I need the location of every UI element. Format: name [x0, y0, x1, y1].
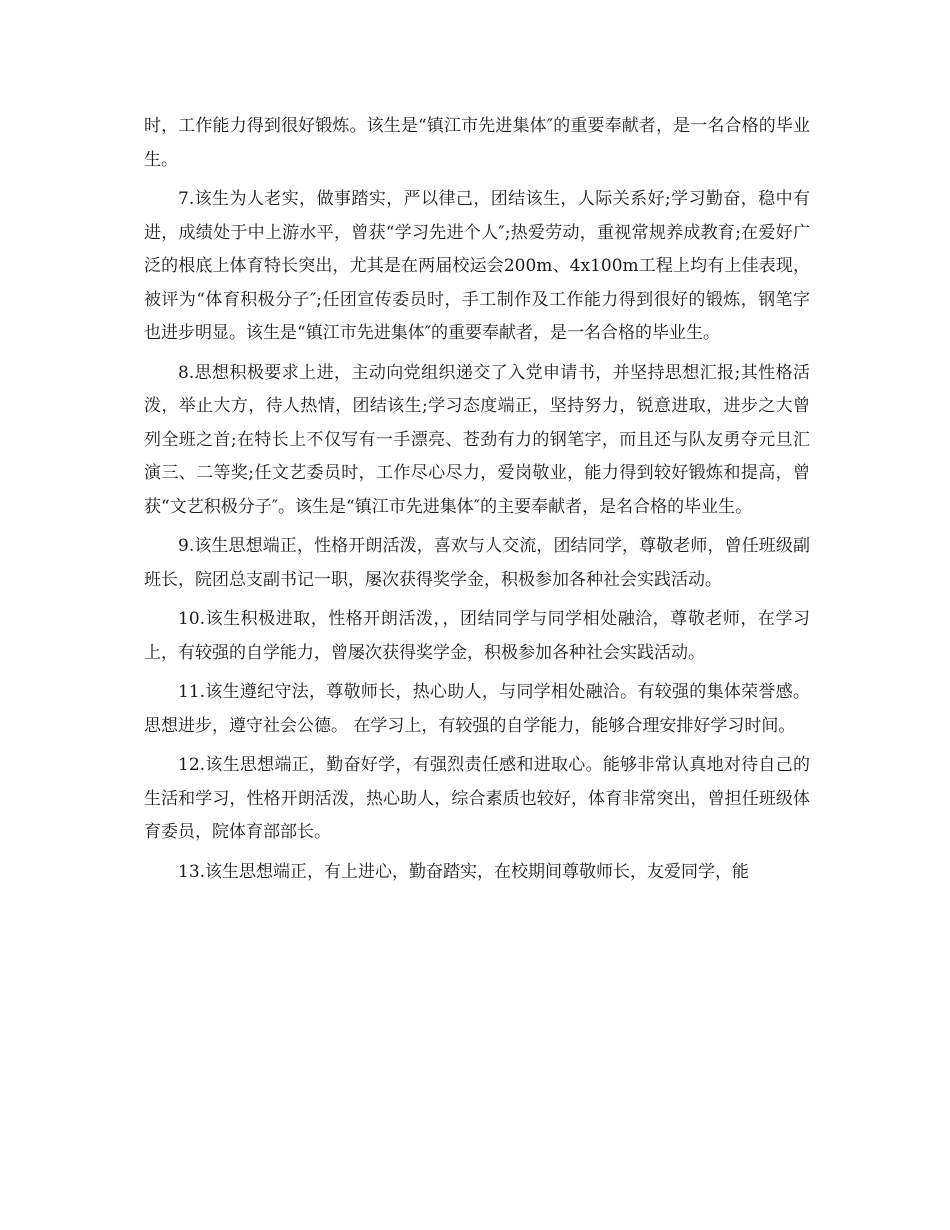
paragraph-item-10: 10.该生积极进取，性格开朗活泼，，团结同学与同学相处融洽，尊敬老师，在学习上，有较强的自学能力，曾屡次获得奖学金，积极参加各种社会实践活动。	[144, 609, 810, 663]
paragraph-item-7: 7.该生为人老实，做事踏实，严以律己，团结该生，人际关系好;学习勤奋，稳中有进，成绩处于中上游水平，曾获“学习先进个人″;热爱劳动，重视常规养成教育;在爱好广泛的根底上体育特长突出，尤其是在两届校运会200m、4x100m工程上均有上佳表现，被评为“体育积极分子″;任团宣传委员时，手工制作及工作能力得到很好的锻炼，钢笔字也进步明显。该生是“镇江市先进集体″的重要奉献者，是一名合格的毕业生。	[144, 189, 810, 343]
paragraph-item-13: 13.该生思想端正，有上进心，勤奋踏实，在校期间尊敬师长，友爱同学，能	[178, 861, 750, 882]
paragraph-continued: 时，工作能力得到很好锻炼。该生是“镇江市先进集体″的重要奉献者，是一名合格的毕业生。	[144, 116, 810, 170]
paragraph-item-8: 8.思想积极要求上进，主动向党组织递交了入党申请书，并坚持思想汇报;其性格活泼，举止大方，待人热情，团结该生;学习态度端正，坚持努力，锐意进取，进步之大曾列全班之首;在特长上不仅写有一手漂亮、苍劲有力的钢笔字，而且还与队友勇夺元旦汇演三、二等奖;任文艺委员时，工作尽心尽力，爱岗敬业，能力得到较好锻炼和提高，曾获“文艺积极分子″。该生是“镇江市先进集体″的主要奉献者，是名合格的毕业生。	[144, 362, 810, 517]
paragraph-item-11: 11.该生遵纪守法，尊敬师长，热心助人，与同学相处融洽。有较强的集体荣誉感。思想进步，遵守社会公德。 在学习上，有较强的自学能力，能够合理安排好学习时间。	[144, 682, 810, 736]
document-body	[144, 110, 810, 889]
paragraph-item-9: 9.该生思想端正，性格开朗活泼，喜欢与人交流，团结同学，尊敬老师，曾任班级副班长，院团总支副书记一职，屡次获得奖学金，积极参加各种社会实践活动。	[144, 536, 810, 590]
paragraph-item-12: 12.该生思想端正，勤奋好学，有强烈责任感和进取心。能够非常认真地对待自己的生活和学习，性格开朗活泼，热心助人，综合素质也较好，体育非常突出，曾担任班级体育委员，院体育部部长。	[144, 755, 810, 842]
